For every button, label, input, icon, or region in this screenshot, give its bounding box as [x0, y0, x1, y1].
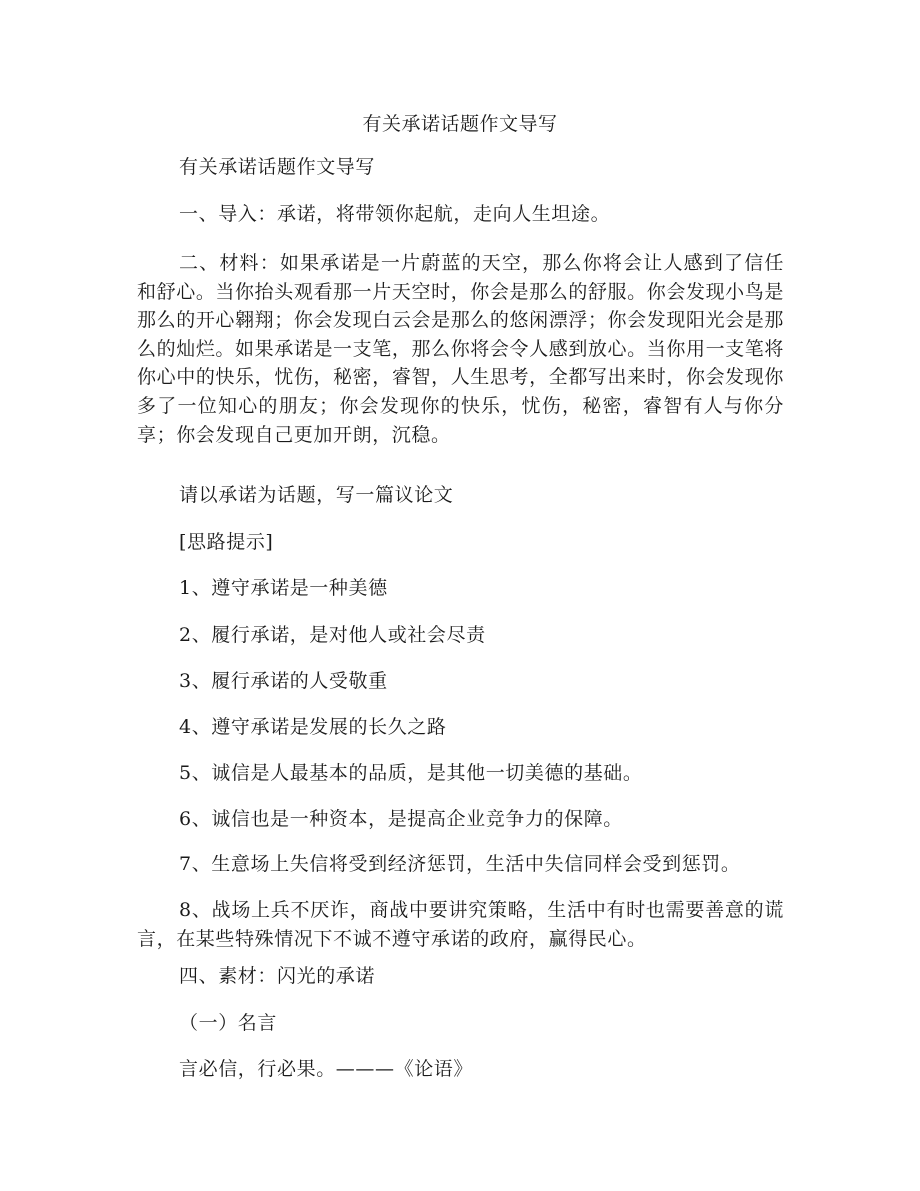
paragraph-heading: 有关承诺话题作文导写: [179, 156, 376, 178]
paragraph-intro: 一、导入：承诺，将带领你起航，走向人生坦途。: [179, 203, 611, 225]
hint-item-8: 8、战场上兵不厌诈，商战中要讲究策略，生活中有时也需要善意的谎言，在某些特殊情况下不诚不遵守承诺的政府，赢得民心。: [137, 899, 784, 950]
hint-item-2: 2、履行承诺，是对他人或社会尽责: [179, 624, 486, 646]
paragraph-hint-heading: [思路提示]: [179, 531, 274, 553]
hint-item-5: 5、诚信是人最基本的品质，是其他一切美德的基础。: [179, 762, 643, 784]
hint-item-3: 3、履行承诺的人受敬重: [179, 670, 388, 692]
paragraph-material: 二、材料：如果承诺是一片蔚蓝的天空，那么你将会让人感到了信任和舒心。当你抬头观看那一片天空时，你会是那么的舒服。你会发现小鸟是那么的开心翱翔；你会发现白云会是那么的悠闲漂浮；你会发现阳光会是那么的灿烂。如果承诺是一支笔，那么你将会令人感到放心。当你用一支笔将你心中的快乐，忧伤，秘密，睿智，人生思考，全都写出来时，你会发现你多了一位知心的朋友；你会发现你的快乐，忧伤，秘密，睿智有人与你分享；你会发现自己更加开朗，沉稳。: [137, 252, 784, 446]
quote-line: 言必信，行必果。———《论语》: [179, 1058, 474, 1080]
paragraph-material-heading: 四、素材：闪光的承诺: [179, 965, 376, 987]
paragraph-quotes-heading: （一）名言: [179, 1012, 278, 1034]
hint-item-7: 7、生意场上失信将受到经济惩罚，生活中失信同样会受到惩罚。: [179, 853, 741, 875]
paragraph-prompt: 请以承诺为话题，写一篇议论文: [179, 484, 454, 506]
document-title: 有关承诺话题作文导写: [362, 113, 558, 135]
hint-item-4: 4、遵守承诺是发展的长久之路: [179, 716, 447, 738]
hint-item-1: 1、遵守承诺是一种美德: [179, 577, 388, 599]
hint-item-6: 6、诚信也是一种资本，是提高企业竞争力的保障。: [179, 808, 623, 830]
